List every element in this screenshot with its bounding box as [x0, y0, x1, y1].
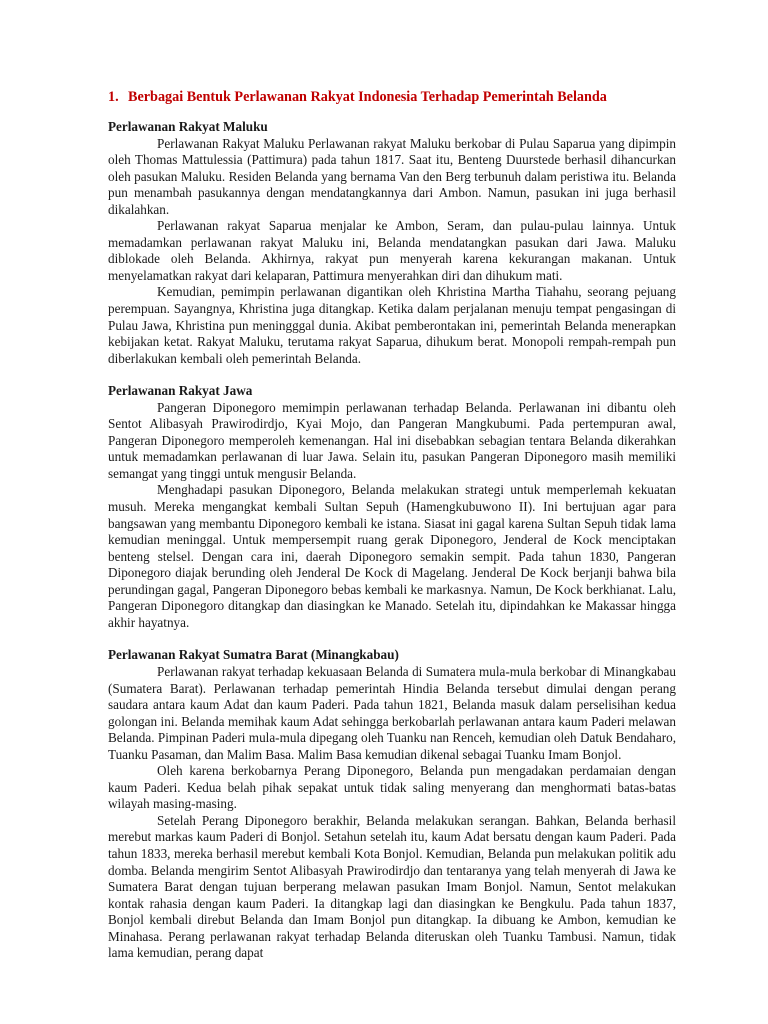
- heading-number: 1.: [108, 89, 119, 105]
- paragraph: Kemudian, pemimpin perlawanan digantikan oleh Khristina Martha Tiahahu, seorang pejuang perempuan. Sayangnya, Khristina juga ditangkap. Ketika dalam perjalanan menuju tempat pengasingan di Pulau Jawa, Khristina pun meningggal dunia. Akibat pemberontakan ini, pemerintah Belanda menerapkan kebijakan ketat. Rakyat Maluku, terutama rakyat Saparua, dihukum berat. Monopoli rempah-rempah pun diberlakukan kembali oleh pemerintah Belanda.: [108, 284, 676, 366]
- section-title: Perlawanan Rakyat Sumatra Barat (Minangkabau): [108, 647, 399, 663]
- paragraph: Pangeran Diponegoro memimpin perlawanan terhadap Belanda. Perlawanan ini dibantu oleh Sentot Alibasyah Prawirodirdjo, Kyai Mojo, dan Pangeran Mangkubumi. Pada pertempuran awal, Pangeran Diponegoro memperoleh kemenangan. Hal ini disebabkan sebagian tentara Belanda dikerahkan untuk memadamkan perlawanan di luar Jawa. Selain itu, pasukan Pangeran Diponegoro masih memiliki semangat yang tinggi untuk mengusir Belanda.: [108, 399, 676, 481]
- paragraph: Menghadapi pasukan Diponegoro, Belanda melakukan strategi untuk memperlemah kekuatan musuh. Mereka mengangkat kembali Sultan Sepuh (Hamengkubuwono II). Ini bertujuan agar para bangsawan yang membantu Diponegoro kembali ke istana. Siasat ini gagal karena Sultan Sepuh tidak lama kemudian meninggal. Untuk mempersempit ruang gerak Diponegoro, Jenderal de Kock menciptakan benteng stelsel. Dengan cara ini, daerah Diponegoro semakin sempit. Pada tahun 1830, Pangeran Diponegoro diajak berunding oleh Jenderal De Kock di Magelang. Jenderal De Kock berjanji bahwa bila perundingan gagal, Pangeran Diponegoro bebas kembali ke markasnya. Namun, De Kock berkhianat. Lalu, Pangeran Diponegoro ditangkap dan diasingkan ke Manado. Setelah itu, dipindahkan ke Makassar hingga akhir hayatnya.: [108, 482, 676, 630]
- paragraph: Perlawanan Rakyat Maluku Perlawanan rakyat Maluku berkobar di Pulau Saparua yang dipimpin oleh Thomas Mattulessia (Pattimura) pada tahun 1817. Saat itu, Benteng Duurstede berhasil dihancurkan oleh pasukan Maluku. Residen Belanda yang bernama Van den Berg terbunuh dalam peristiwa itu. Belanda pun menambah pasukannya dengan mendatangkannya dari Ambon. Namun, pasukan ini juga berhasil dikalahkan.: [108, 135, 676, 217]
- section-title: Perlawanan Rakyat Jawa: [108, 383, 253, 399]
- paragraph: Setelah Perang Diponegoro berakhir, Belanda melakukan serangan. Bahkan, Belanda berhasil merebut markas kaum Paderi di Bonjol. Setahun setelah itu, kaum Adat bersatu dengan kaum Paderi. Pada tahun 1833, mereka berhasil merebut kembali Kota Bonjol. Kemudian, Belanda pun melakukan politik adu domba. Belanda mengirim Sentot Alibasyah Prawirodirdjo dan tentaranya yang telah menyerah di Jawa ke Sumatera Barat dengan tujuan berperang melawan pasukan Imam Bonjol. Namun, Sentot melakukan kontak rahasia dengan kaum Paderi. Ia ditangkap lagi dan diasingkan ke Bengkulu. Pada tahun 1837, Bonjol kembali direbut Belanda dan Imam Bonjol pun ditangkap. Ia dibuang ke Ambon, kemudian ke Minahasa. Perang perlawanan rakyat terhadap Belanda diteruskan oleh Tuanku Tambusi. Namun, tidak lama kemudian, perang dapat: [108, 812, 676, 961]
- section-sumatra-barat: [108, 647, 676, 961]
- document-body: [108, 89, 676, 978]
- section-maluku: [108, 119, 676, 367]
- document-heading: [108, 89, 676, 106]
- heading-text: Berbagai Bentuk Perlawanan Rakyat Indonesia Terhadap Pemerintah Belanda: [128, 89, 607, 105]
- paragraph: Perlawanan rakyat Saparua menjalar ke Ambon, Seram, dan pulau-pulau lainnya. Untuk memadamkan perlawanan rakyat Maluku ini, Belanda mendatangkan pasukan dari Jawa. Maluku diblokade oleh Belanda. Akhirnya, rakyat pun menyerah karena kekurangan makanan. Untuk menyelamatkan rakyat dari kelaparan, Pattimura menyerahkan diri dan dihukum mati.: [108, 218, 676, 283]
- section-jawa: [108, 383, 676, 631]
- section-title: Perlawanan Rakyat Maluku: [108, 119, 268, 134]
- paragraph: Oleh karena berkobarnya Perang Diponegoro, Belanda pun mengadakan perdamaian dengan kaum Paderi. Kedua belah pihak sepakat untuk tidak saling menyerang dan menghormati batas-batas wilayah masing-masing.: [108, 763, 676, 812]
- paragraph: Perlawanan rakyat terhadap kekuasaan Belanda di Sumatera mula-mula berkobar di Minangkabau (Sumatera Barat). Perlawanan terhadap pemerintah Hindia Belanda tersebut dimulai dengan perang saudara antara kaum Adat dan kaum Paderi. Pada tahun 1821, Belanda masuk dalam perselisihan kedua golongan ini. Belanda memihak kaum Adat sehingga berkobarlah perlawanan antara kaum Paderi melawan Belanda. Pimpinan Paderi mula-mula dipegang oleh Tuanku nan Renceh, kemudian oleh Datuk Bendaharo, Tuanku Pasaman, dan Malim Basa. Malim Basa kemudian dikenal sebagai Tuanku Imam Bonjol.: [108, 663, 676, 762]
